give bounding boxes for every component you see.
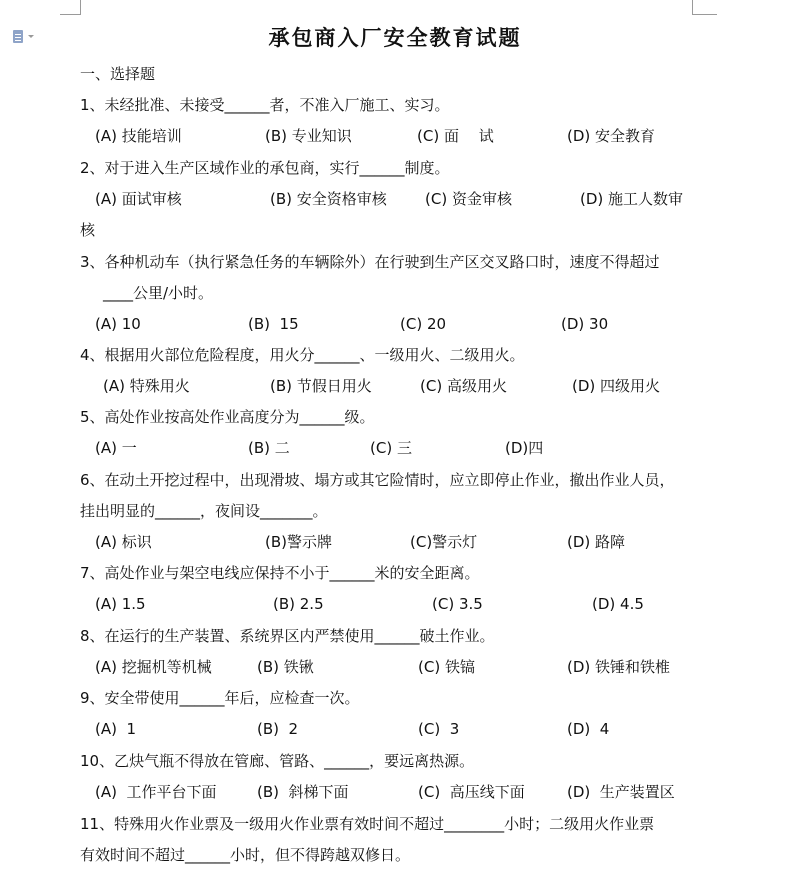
question-6: 6、在动土开挖过程中，出现滑坡、塌方或其它险情时，应立即停止作业，撤出作业人员，	[80, 471, 675, 489]
q5-option-a: (A) 一	[95, 439, 137, 457]
q3-option-c: (C) 20	[400, 315, 447, 333]
q5-option-b: (B) 二	[248, 439, 290, 457]
q2-option-c: (C) 资金审核	[425, 190, 512, 208]
q8-option-d: (D) 铁锤和铁椎	[567, 658, 671, 676]
q8-option-b: (B) 铁锹	[257, 658, 314, 676]
q1-option-c: (C) 面 试	[417, 127, 494, 145]
q6-option-c: (C)警示灯	[410, 533, 478, 551]
q2-option-d-wrap: 核	[80, 221, 96, 239]
question-5: 5、高处作业按高处作业高度分为______级。	[80, 408, 375, 426]
q1-option-a: (A) 技能培训	[95, 127, 182, 145]
q10-option-b: (B) 斜梯下面	[257, 783, 349, 801]
question-8: 8、在运行的生产装置、系统界区内严禁使用______破土作业。	[80, 627, 495, 645]
q1-option-b: (B) 专业知识	[265, 127, 352, 145]
q7-option-b: (B) 2.5	[273, 595, 324, 613]
q1-option-d: (D) 安全教育	[567, 127, 656, 145]
q9-option-c: (C) 3	[418, 720, 460, 738]
q5-option-d: (D)四	[505, 439, 544, 457]
q4-option-a: (A) 特殊用火	[103, 377, 190, 395]
q7-option-a: (A) 1.5	[95, 595, 146, 613]
q10-option-d: (D) 生产装置区	[567, 783, 675, 801]
q4-option-c: (C) 高级用火	[420, 377, 507, 395]
q5-option-c: (C) 三	[370, 439, 412, 457]
q8-option-c: (C) 铁镐	[418, 658, 475, 676]
q4-option-b: (B) 节假日用火	[270, 377, 372, 395]
question-2: 2、对于进入生产区域作业的承包商，实行______制度。	[80, 159, 450, 177]
q3-option-d: (D) 30	[561, 315, 609, 333]
question-6-continued: 挂出明显的______，夜间设_______。	[80, 502, 328, 520]
document-title: 承包商入厂安全教育试题	[268, 25, 522, 50]
question-3-continued: ____公里/小时。	[103, 284, 214, 302]
q7-option-d: (D) 4.5	[592, 595, 644, 613]
question-7: 7、高处作业与架空电线应保持不小于______米的安全距离。	[80, 564, 480, 582]
q6-option-b: (B)警示牌	[265, 533, 332, 551]
q3-option-b: (B) 15	[248, 315, 299, 333]
q6-option-a: (A) 标识	[95, 533, 152, 551]
q4-option-d: (D) 四级用火	[572, 377, 661, 395]
q9-option-d: (D) 4	[567, 720, 610, 738]
question-1: 1、未经批准、未接受______者，不准入厂施工、实习。	[80, 96, 450, 114]
question-11: 11、特殊用火作业票及一级用火作业票有效时间不超过________小时；二级用火作业票	[80, 815, 655, 833]
page-corner-mark-right	[692, 0, 717, 15]
q6-option-d: (D) 路障	[567, 533, 626, 551]
q2-option-a: (A) 面试审核	[95, 190, 182, 208]
q10-option-c: (C) 高压线下面	[418, 783, 525, 801]
q3-option-a: (A) 10	[95, 315, 141, 333]
q2-option-d: (D) 施工人数审	[580, 190, 684, 208]
question-9: 9、安全带使用______年后，应检查一次。	[80, 689, 360, 707]
page-corner-mark-left	[60, 0, 81, 15]
question-11-continued: 有效时间不超过______小时，但不得跨越双修日。	[80, 846, 411, 864]
q9-option-a: (A) 1	[95, 720, 137, 738]
q10-option-a: (A) 工作平台下面	[95, 783, 217, 801]
question-10: 10、乙炔气瓶不得放在管廊、管路、______，要远离热源。	[80, 752, 475, 770]
q2-option-b: (B) 安全资格审核	[270, 190, 387, 208]
q7-option-c: (C) 3.5	[432, 595, 483, 613]
question-4: 4、根据用火部位危险程度，用火分______、一级用火、二级用火。	[80, 346, 525, 364]
section-heading: 一、选择题	[80, 65, 156, 83]
q8-option-a: (A) 挖掘机等机械	[95, 658, 212, 676]
q9-option-b: (B) 2	[257, 720, 299, 738]
question-3: 3、各种机动车（执行紧急任务的车辆除外）在行驶到生产区交叉路口时，速度不得超过	[80, 253, 660, 271]
